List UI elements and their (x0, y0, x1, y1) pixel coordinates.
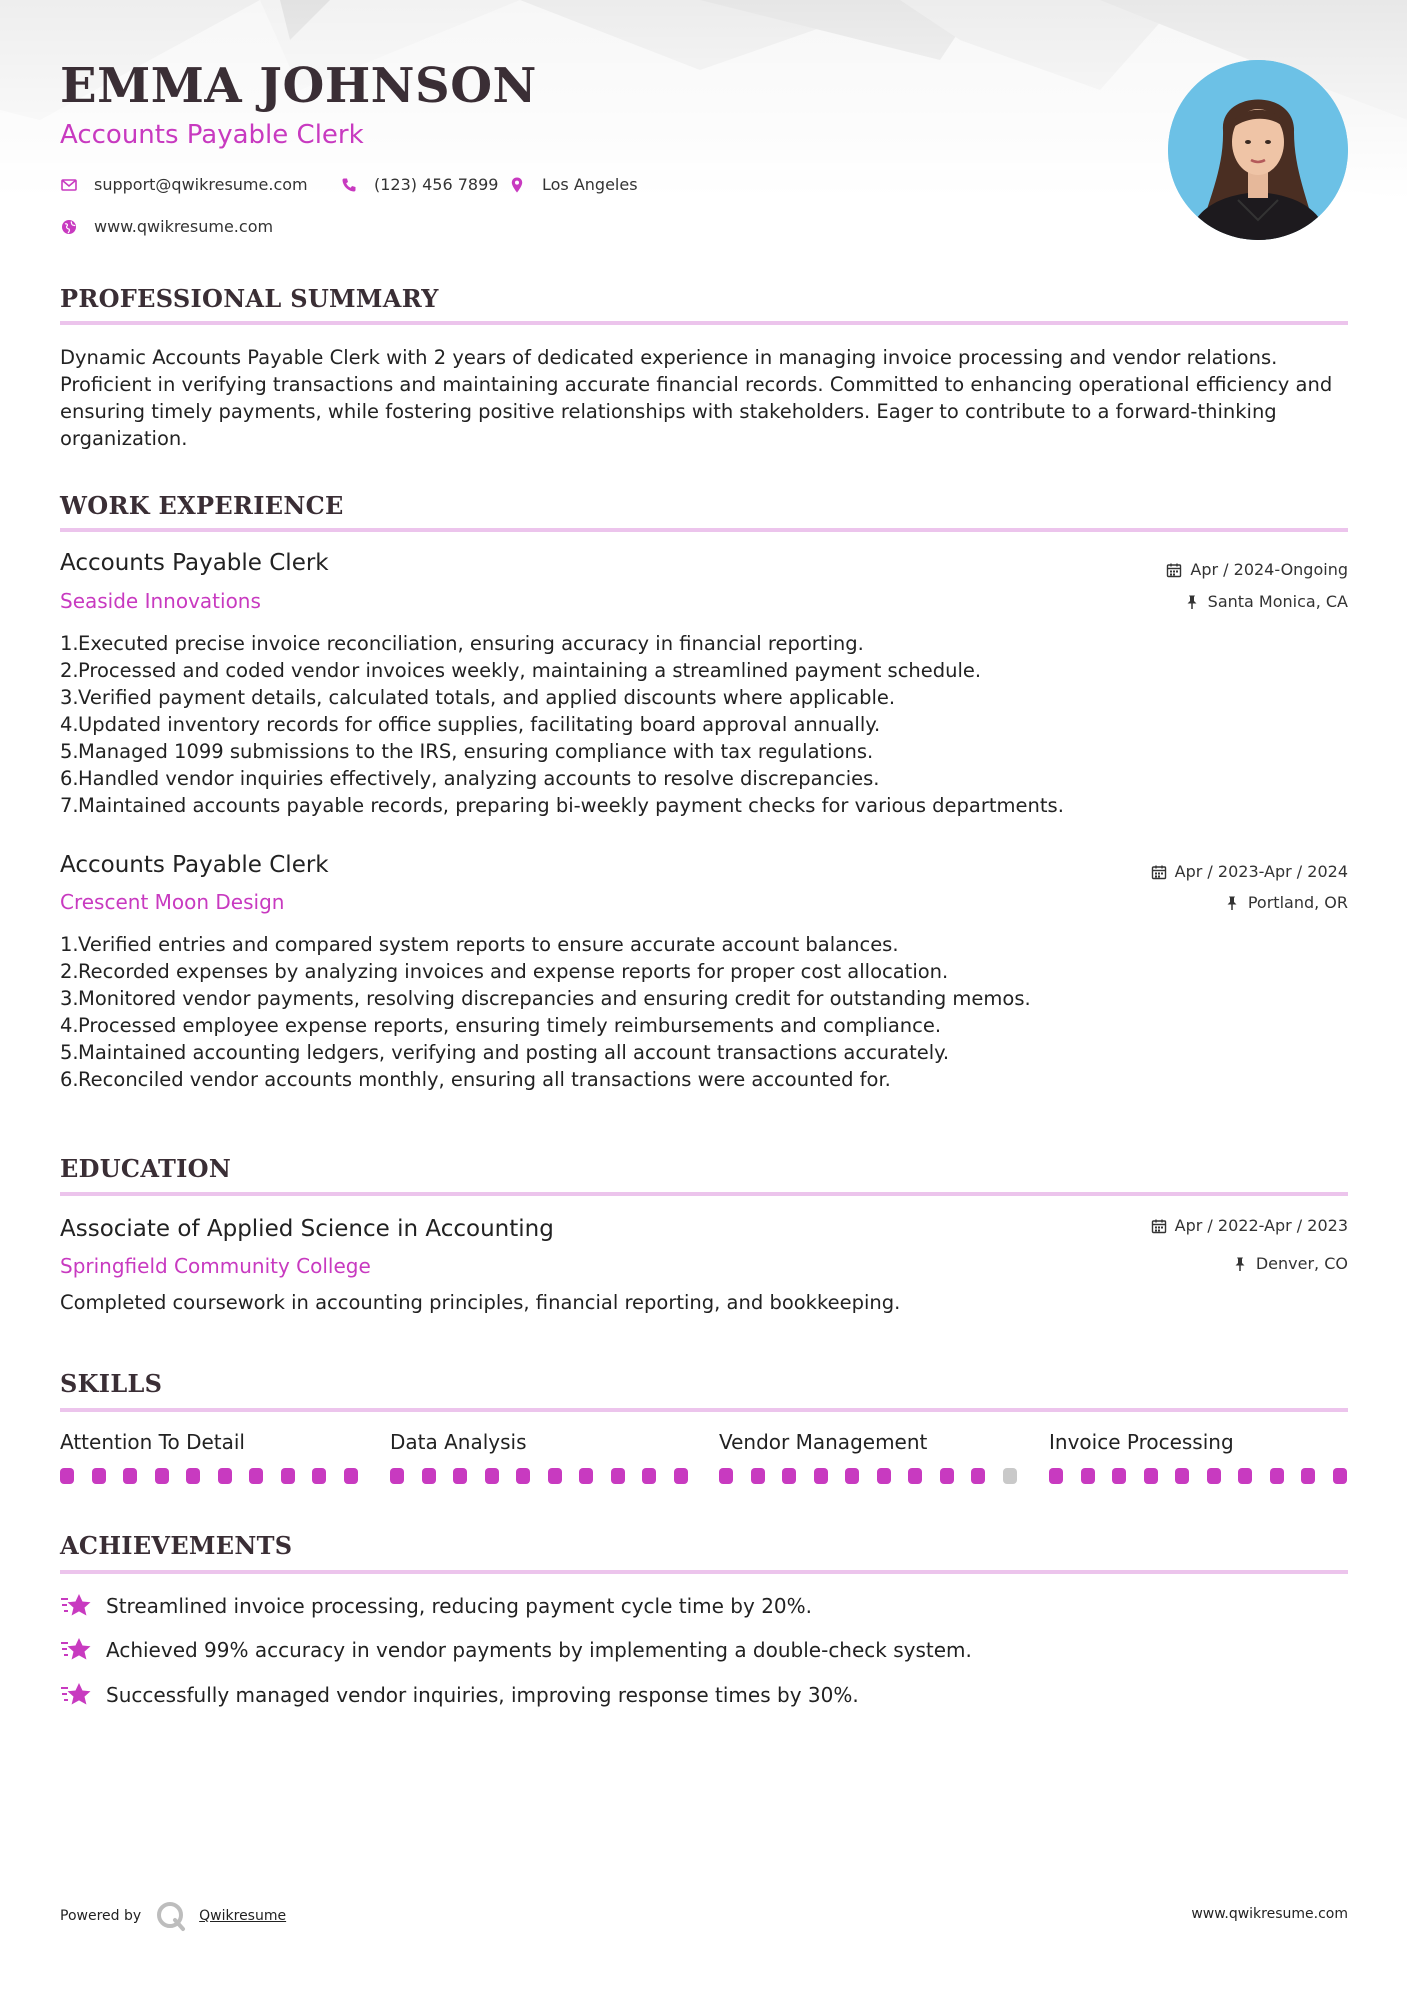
location-text: Los Angeles (542, 175, 638, 194)
list-item: 6. Handled vendor inquiries effectively, analyzing accounts to resolve discrepancies. (60, 767, 880, 790)
rating-dot-filled (579, 1468, 593, 1484)
rating-dot-filled (485, 1468, 499, 1484)
job-dates (1151, 862, 1348, 881)
footer-powered-by (60, 1900, 286, 1932)
rating-dot-filled (155, 1468, 169, 1484)
job-title: Accounts Payable Clerk (60, 852, 329, 878)
achievements-divider (60, 1570, 1348, 1574)
rating-dot-filled (60, 1468, 74, 1484)
list-item: 4. Processed employee expense reports, ensuring timely reimbursements and compliance. (60, 1014, 942, 1037)
rating-dot-filled (642, 1468, 656, 1484)
rating-dot-filled (218, 1468, 232, 1484)
education-divider (60, 1192, 1348, 1196)
education-dates (1151, 1216, 1348, 1235)
job-dates-text: Apr / 2024-Ongoing (1190, 560, 1348, 579)
star-icon (60, 1592, 92, 1620)
achievement-item (60, 1681, 859, 1709)
rating-dot-filled (719, 1468, 733, 1484)
list-item: 1. Verified entries and compared system reports to ensure accurate account balances. (60, 933, 899, 956)
rating-dot-filled (971, 1468, 985, 1484)
list-item: 6. Reconciled vendor accounts monthly, ensuring all transactions were accounted for. (60, 1068, 891, 1091)
list-item: 3. Verified payment details, calculated totals, and applied discounts where applicable. (60, 686, 896, 709)
list-item: 4. Updated inventory records for office supplies, facilitating board approval annually. (60, 713, 881, 736)
globe-icon (60, 218, 78, 236)
envelope-icon (60, 176, 78, 194)
skills-divider (60, 1408, 1348, 1412)
rating-dot-filled (814, 1468, 828, 1484)
website-text: www.qwikresume.com (94, 217, 274, 236)
qwikresume-logo-icon (155, 1900, 187, 1932)
achievements-heading: ACHIEVEMENTS (60, 1531, 293, 1560)
star-icon (60, 1636, 92, 1664)
education-heading: EDUCATION (60, 1154, 232, 1183)
calendar-icon (1166, 562, 1182, 578)
pushpin-icon (1184, 594, 1200, 610)
skill-rating (1049, 1468, 1347, 1484)
footer-url[interactable]: www.qwikresume.com (1191, 1906, 1348, 1922)
skill-name: Data Analysis (390, 1430, 527, 1454)
rating-dot-filled (548, 1468, 562, 1484)
achievement-text: Successfully managed vendor inquiries, improving response times by 30%. (106, 1683, 859, 1707)
rating-dot-filled (1081, 1468, 1095, 1484)
rating-dot-filled (344, 1468, 358, 1484)
pushpin-icon (1232, 1256, 1248, 1272)
rating-dot-filled (186, 1468, 200, 1484)
list-item: 5. Maintained accounting ledgers, verifying and posting all account transactions accurately. (60, 1041, 950, 1064)
job-location-text: Portland, OR (1247, 893, 1348, 912)
job-company: Seaside Innovations (60, 589, 261, 613)
rating-dot-filled (1049, 1468, 1063, 1484)
education-location (1232, 1254, 1348, 1273)
achievement-text: Streamlined invoice processing, reducing payment cycle time by 20%. (106, 1594, 813, 1618)
job-location-text: Santa Monica, CA (1207, 592, 1348, 611)
list-item: 2. Recorded expenses by analyzing invoices and expense reports for proper cost allocation. (60, 960, 949, 983)
contact-location (508, 175, 638, 194)
achievement-text: Achieved 99% accuracy in vendor payments by implementing a double-check system. (106, 1638, 972, 1662)
email-text: support@qwikresume.com (94, 175, 308, 194)
pushpin-icon (1224, 895, 1240, 911)
rating-dot-filled (1144, 1468, 1158, 1484)
skill-rating (719, 1468, 1017, 1484)
skill-name: Vendor Management (719, 1430, 928, 1454)
list-item: 3. Monitored vendor payments, resolving discrepancies and ensuring credit for outstanding memos. (60, 987, 1031, 1010)
rating-dot-filled (674, 1468, 688, 1484)
job-dates (1166, 560, 1348, 579)
star-icon (60, 1681, 92, 1709)
skill-name: Attention To Detail (60, 1430, 245, 1454)
phone-icon (340, 176, 358, 194)
calendar-icon (1151, 1218, 1167, 1234)
summary-divider (60, 321, 1348, 325)
rating-dot-filled (422, 1468, 436, 1484)
rating-dot-filled (940, 1468, 954, 1484)
job-bullets (60, 931, 1350, 1093)
rating-dot-filled (249, 1468, 263, 1484)
skill-rating (60, 1468, 358, 1484)
rating-dot-filled (453, 1468, 467, 1484)
list-item: 2. Processed and coded vendor invoices weekly, maintaining a streamlined payment schedule. (60, 659, 982, 682)
education-location-text: Denver, CO (1255, 1254, 1348, 1273)
experience-divider (60, 528, 1348, 532)
rating-dot-empty (1003, 1468, 1017, 1484)
contact-email[interactable] (60, 175, 308, 194)
phone-text: (123) 456 7899 (374, 175, 499, 194)
achievement-item (60, 1636, 972, 1664)
rating-dot-filled (845, 1468, 859, 1484)
rating-dot-filled (1301, 1468, 1315, 1484)
rating-dot-filled (1333, 1468, 1347, 1484)
candidate-name: EMMA JOHNSON (60, 58, 537, 114)
rating-dot-filled (611, 1468, 625, 1484)
job-bullets (60, 630, 1350, 819)
job-company: Crescent Moon Design (60, 890, 285, 914)
contact-phone[interactable] (340, 175, 498, 194)
profile-photo (1168, 60, 1348, 240)
skills-heading: SKILLS (60, 1369, 163, 1398)
rating-dot-filled (908, 1468, 922, 1484)
summary-heading: PROFESSIONAL SUMMARY (60, 284, 439, 313)
experience-heading: WORK EXPERIENCE (60, 491, 344, 520)
rating-dot-filled (1270, 1468, 1284, 1484)
contact-website[interactable] (60, 217, 273, 236)
rating-dot-filled (123, 1468, 137, 1484)
rating-dot-filled (877, 1468, 891, 1484)
map-pin-icon (508, 176, 526, 194)
education-school: Springfield Community College (60, 1254, 371, 1278)
list-item: 5. Managed 1099 submissions to the IRS, ensuring compliance with tax regulations. (60, 740, 874, 763)
calendar-icon (1151, 864, 1167, 880)
rating-dot-filled (782, 1468, 796, 1484)
achievement-item (60, 1592, 812, 1620)
job-location (1224, 893, 1348, 912)
rating-dot-filled (516, 1468, 530, 1484)
education-description: Completed coursework in accounting principles, financial reporting, and bookkeeping. (60, 1291, 901, 1314)
rating-dot-filled (92, 1468, 106, 1484)
job-title: Accounts Payable Clerk (60, 550, 329, 576)
rating-dot-filled (281, 1468, 295, 1484)
rating-dot-filled (1112, 1468, 1126, 1484)
qwikresume-link[interactable]: Qwikresume (199, 1908, 287, 1924)
job-location (1184, 592, 1348, 611)
skill-name: Invoice Processing (1049, 1430, 1234, 1454)
summary-text: Dynamic Accounts Payable Clerk with 2 years of dedicated experience in managing invoice processing and vendor relations. Proficient in verifying transactions and maintaining accurate financial records. Committed to enhancing operational efficiency and ensuring timely payments, while fostering positive relationships with stakeholders. Eager to contribute to a forward-thinking organization. (60, 346, 1333, 450)
rating-dot-filled (751, 1468, 765, 1484)
job-dates-text: Apr / 2023-Apr / 2024 (1174, 862, 1348, 881)
rating-dot-filled (1238, 1468, 1252, 1484)
rating-dot-filled (1175, 1468, 1189, 1484)
education-degree: Associate of Applied Science in Accounting (60, 1216, 554, 1242)
list-item: 7. Maintained accounts payable records, preparing bi-weekly payment checks for various departments. (60, 794, 1064, 817)
candidate-title: Accounts Payable Clerk (60, 120, 364, 150)
education-dates-text: Apr / 2022-Apr / 2023 (1174, 1216, 1348, 1235)
list-item: 1. Executed precise invoice reconciliation, ensuring accuracy in financial reporting. (60, 632, 864, 655)
rating-dot-filled (1207, 1468, 1221, 1484)
powered-by-label: Powered by (60, 1908, 142, 1924)
rating-dot-filled (390, 1468, 404, 1484)
skill-rating (390, 1468, 688, 1484)
rating-dot-filled (312, 1468, 326, 1484)
